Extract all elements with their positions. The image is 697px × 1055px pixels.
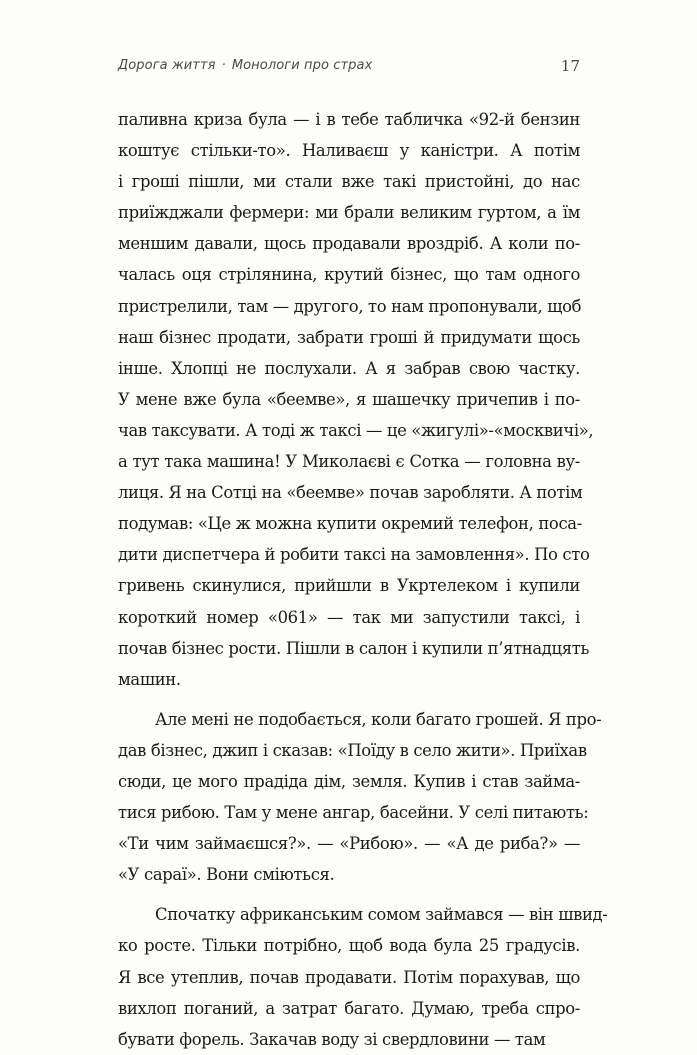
book-title: Дорога життя — [118, 58, 216, 73]
text-line: У мене вже була «беемве», я шашечку причепив і по- — [118, 389, 580, 409]
text-line: інше. Хлопці не послухали. А я забрав свою частку. — [118, 358, 580, 378]
text-line: «У сараї». Вони сміються. — [118, 865, 335, 885]
paragraph — [118, 704, 602, 891]
text-line: почав бізнес рости. Пішли в салон і купили п’ятнадцять — [118, 638, 590, 658]
text-line: дити диспетчера й робити таксі на замовлення». По сто — [118, 545, 590, 565]
text-line: паливна криза була — і в тебе табличка «92-й бензин — [118, 110, 580, 129]
running-head — [118, 58, 372, 73]
body-text — [118, 104, 608, 1055]
text-line: пристрелили, там — другого, то нам пропонували, щоб — [118, 296, 582, 316]
text-line: лиця. Я на Сотці на «беемве» почав заробляти. А потім — [118, 483, 583, 503]
paragraph — [118, 899, 608, 1054]
text-line: ко росте. Тільки потрібно, щоб вода була 25 градусів. — [118, 936, 580, 956]
text-line: Спочатку африканським сомом займався — він швид- — [155, 905, 608, 925]
text-line: чав таксувати. А тоді ж таксі — це «жигулі»-«москвичі», — [118, 420, 594, 440]
paragraph-gap — [118, 695, 580, 704]
section-title: Монологи про страх — [231, 58, 373, 73]
text-line: бувати форель. Закачав воду зі свердловини — там — [118, 1029, 546, 1049]
text-line: наш бізнес продати, забрати гроші й придумати щось — [118, 327, 580, 347]
paragraph — [118, 104, 594, 695]
text-line: Я все утеплив, почав продавати. Потім порахував, що — [118, 967, 580, 987]
text-line: гривень скинулися, прийшли в Укртелеком і купили — [118, 576, 580, 596]
text-line: короткий номер «061» — так ми запустили таксі, і — [118, 607, 580, 627]
text-line: коштує стільки-то». Наливаєш у каністри. А потім — [118, 141, 580, 161]
header-separator: · — [221, 58, 226, 73]
text-line: чалась оця стрілянина, крутий бізнес, що там одного — [118, 265, 580, 285]
text-line: меншим давали, щось продавали вроздріб. А коли по- — [118, 234, 580, 254]
text-line: машин. — [118, 669, 181, 689]
text-line: подумав: «Це ж можна купити окремий телефон, поса- — [118, 514, 582, 534]
paragraph-gap — [118, 890, 580, 899]
text-line: «Ти чим займаєшся?». — «Рибою». — «А де риба?» — — [118, 834, 580, 854]
text-line: і гроші пішли, ми стали вже такі пристойні, до нас — [118, 172, 580, 192]
text-line: дав бізнес, джип і сказав: «Поїду в село жити». Приїхав — [118, 740, 587, 760]
text-line: приїжджали фермери: ми брали великим гуртом, а їм — [118, 203, 580, 223]
page-number: 17 — [560, 57, 580, 75]
text-line: а тут така машина! У Миколаєві є Сотка — головна ву- — [118, 452, 580, 472]
text-line: Але мені не подобається, коли багато грошей. Я про- — [155, 709, 602, 729]
text-line: сюди, це мого прадіда дім, земля. Купив і став займа- — [118, 771, 580, 791]
text-line: тися рибою. Там у мене ангар, басейни. У селі питають: — [118, 803, 589, 823]
text-line: вихлоп поганий, а затрат багато. Думаю, треба спро- — [118, 998, 580, 1018]
